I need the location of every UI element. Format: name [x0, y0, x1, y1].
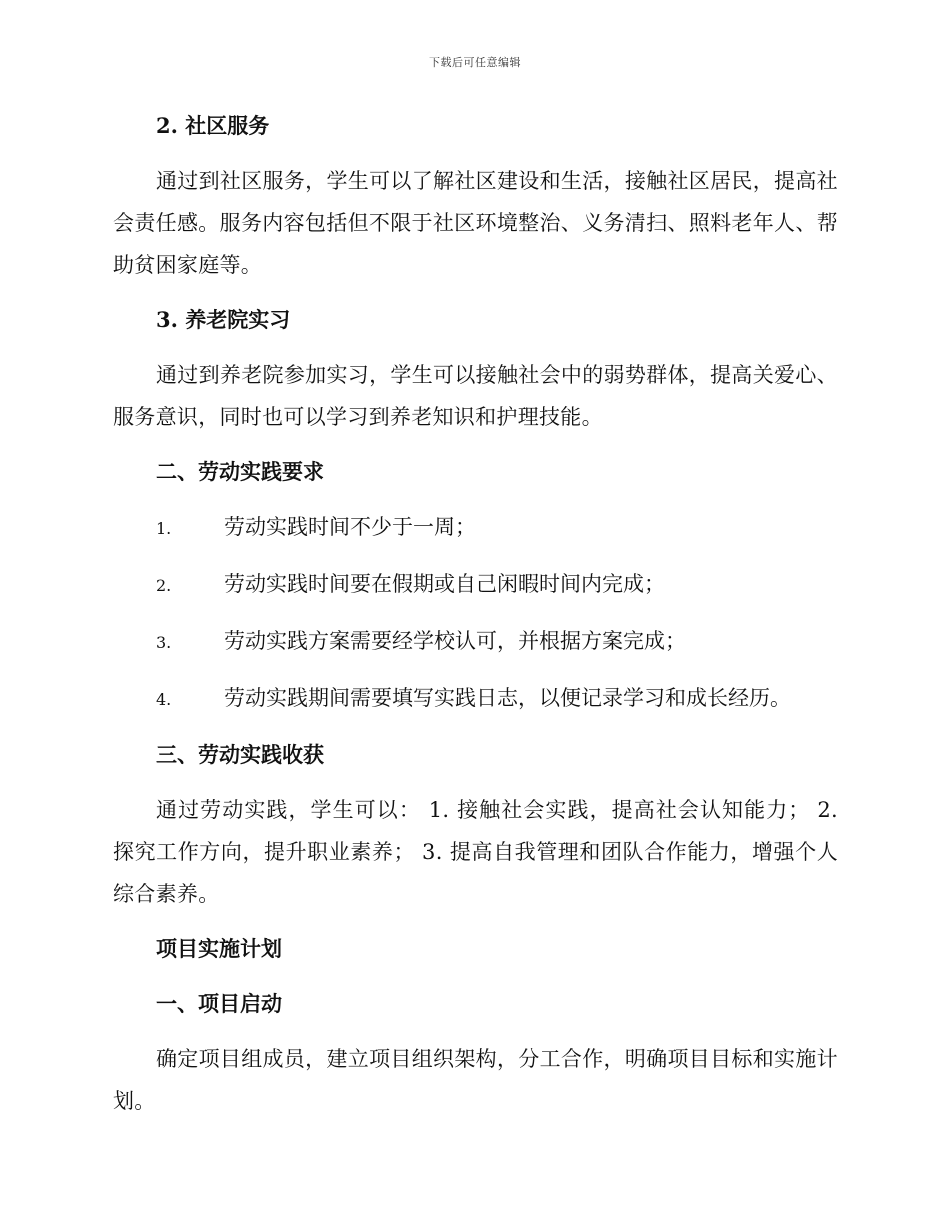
header-note: 下载后可任意编辑	[429, 56, 521, 69]
paragraph-community-service: 通过到社区服务，学生可以了解社区建设和生活，接触社区居民，提高社会责任感。服务内容包括但不限于社区环境整治、义务清扫、照料老年人、帮助贫困家庭等。	[113, 169, 838, 277]
heading-project-launch: 一、项目启动	[156, 991, 282, 1016]
list-item-number: 3.	[156, 633, 172, 652]
list-item-text: 劳动实践方案需要经学校认可，并根据方案完成；	[224, 629, 686, 653]
list-item	[113, 511, 838, 545]
heading-nursing-home: 3. 养老院实习	[156, 307, 291, 332]
list-item-number: 1.	[156, 519, 172, 538]
list-item-text: 劳动实践时间不少于一周；	[224, 515, 476, 539]
paragraph-gains: 通过劳动实践，学生可以： 1. 接触社会实践，提高社会认知能力； 2. 探究工作方向，提升职业素养； 3. 提高自我管理和团队合作能力，增强个人综合素养。	[113, 798, 838, 906]
paragraph-nursing-home: 通过到养老院参加实习，学生可以接触社会中的弱势群体，提高关爱心、服务意识，同时也可以学习到养老知识和护理技能。	[113, 363, 838, 429]
list-item	[113, 625, 838, 659]
list-item-number: 2.	[156, 576, 172, 595]
requirements-list	[113, 511, 838, 716]
list-item-text: 劳动实践时间要在假期或自己闲暇时间内完成；	[224, 572, 665, 596]
list-item-number: 4.	[156, 690, 172, 709]
heading-community-service: 2. 社区服务	[156, 113, 270, 138]
document-body	[113, 110, 838, 1122]
heading-implementation-plan: 项目实施计划	[156, 936, 282, 961]
list-item	[113, 682, 838, 716]
list-item	[113, 568, 838, 602]
heading-gains: 三、劳动实践收获	[156, 742, 324, 767]
list-item-text: 劳动实践期间需要填写实践日志，以便记录学习和成长经历。	[224, 686, 791, 710]
heading-requirements: 二、劳动实践要求	[156, 459, 324, 484]
paragraph-project-launch: 确定项目组成员，建立项目组织架构，分工合作，明确项目目标和实施计划。	[113, 1047, 838, 1113]
